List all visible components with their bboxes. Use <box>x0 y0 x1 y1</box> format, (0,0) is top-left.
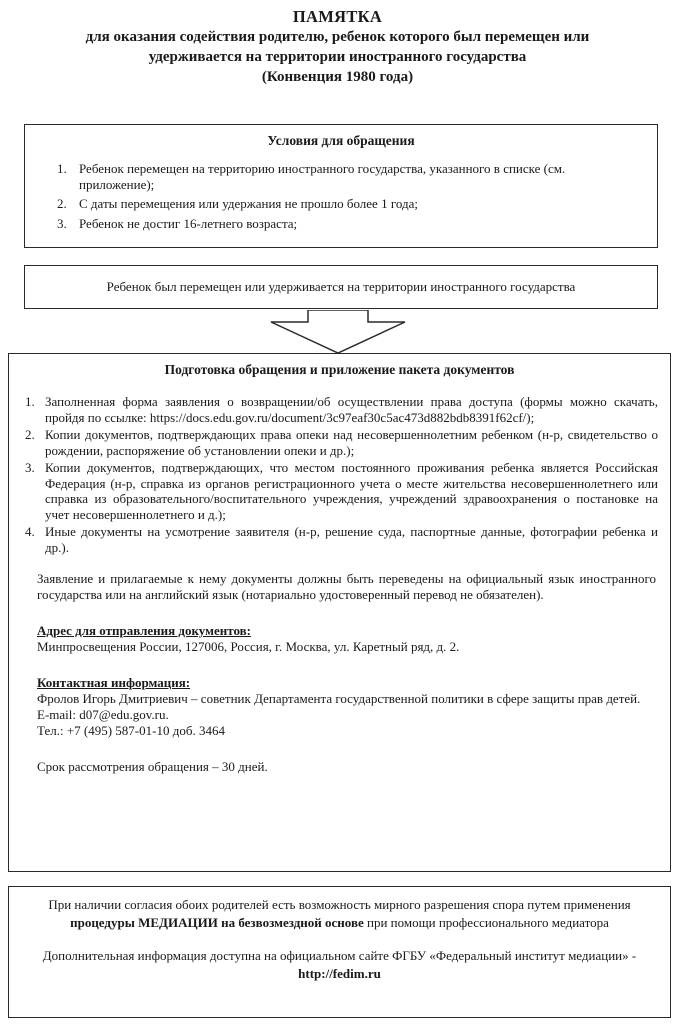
conditions-box <box>24 124 658 248</box>
item-text: Ребенок перемещен на территорию иностранного государства, указанного в списке (см. приложение); <box>79 161 566 192</box>
item-number: 3. <box>57 215 67 231</box>
item-text: Ребенок не достиг 16-летнего возраста; <box>79 215 298 231</box>
item-number: 4. <box>25 524 35 539</box>
item-text: Иные документы на усмотрение заявителя (н-р, решение суда, паспортные данные, фотографии ребенка и др.). <box>45 524 658 555</box>
fedim-link[interactable]: http://fedim.ru <box>298 966 381 981</box>
contact-block <box>37 675 656 739</box>
contact-label: Контактная информация: <box>37 675 191 690</box>
conditions-list <box>57 161 623 231</box>
contact-email: E-mail: d07@edu.gov.ru. <box>37 707 169 722</box>
documents-list <box>25 394 658 555</box>
item-text: Копии документов, подтверждающих права опеки над несовершеннолетним ребенком (н-р, свидетельство о рождении, распоряжение об установлении опеки и др.); <box>45 427 658 458</box>
preparation-title: Подготовка обращения и приложение пакета документов <box>164 362 515 377</box>
item-text: С даты перемещения или удержания не прошло более 1 года; <box>79 196 418 211</box>
item-number: 2. <box>25 427 35 442</box>
list-item <box>25 427 658 458</box>
down-arrow-icon <box>268 310 408 355</box>
mediation-paragraph <box>25 896 654 932</box>
address-label: Адрес для отправления документов: <box>37 623 251 638</box>
moved-box <box>24 265 658 309</box>
page-subtitle-line-3: (Конвенция 1980 года) <box>261 69 414 85</box>
item-number: 1. <box>25 394 35 409</box>
preparation-box <box>8 353 671 872</box>
item-number: 3. <box>25 460 35 475</box>
list-item <box>57 215 623 232</box>
translation-note: Заявление и прилагаемые к нему документы должны быть переведены на официальный язык иностранного государства или на английский язык (нотариально удостоверенный перевод не обязателен). <box>37 571 656 602</box>
mediation-info-text: Дополнительная информация доступна на официальном сайте ФГБУ «Федеральный институт медиации» - <box>42 948 637 963</box>
mediation-box <box>8 886 671 1018</box>
item-text: Заполненная форма заявления о возвращении/об осуществлении права доступа (формы можно скачать, пройдя по ссылке: https://docs.edu.gov.ru/document/3c97eaf30c5ac473d882bdb8391f62cf/); <box>45 394 658 425</box>
mediation-info-paragraph <box>25 947 654 983</box>
list-item <box>57 196 623 212</box>
item-number: 2. <box>57 196 67 211</box>
list-item <box>25 460 658 522</box>
list-item <box>25 394 658 425</box>
address-block <box>37 623 656 655</box>
item-text: Копии документов, подтверждающих, что местом постоянного проживания ребенка является Российская Федерация (н-р, справка из органов регистрационного учета о месте жительства несовершеннолетнего или справка из образовательного/воспитательного учреждения, учреждений здравоохранения о постановке на учет несовершеннолетнего и д.); <box>45 460 658 522</box>
page-subtitle-line-1: для оказания содействия родителю, ребенок которого был перемещен или <box>85 29 590 45</box>
address-text: Минпросвещения России, 127006, Россия, г. Москва, ул. Каретный ряд, д. 2. <box>37 639 460 654</box>
list-item <box>57 161 623 192</box>
page-subtitle-line-2: удерживается на территории иностранного государства <box>148 49 527 65</box>
conditions-title: Условия для обращения <box>267 133 415 148</box>
moved-text: Ребенок был перемещен или удерживается на территории иностранного государства <box>106 279 576 294</box>
header <box>0 6 675 87</box>
item-number: 1. <box>57 161 67 176</box>
mediation-text-part-1: При наличии согласия обоих родителей есть возможность мирного разрешения спора путем применения <box>48 897 631 912</box>
mediation-procedure-highlight: процедуры МЕДИАЦИИ на безвозмездной основе <box>70 915 364 930</box>
review-deadline: Срок рассмотрения обращения – 30 дней. <box>37 759 268 774</box>
mediation-text-part-2: при помощи профессионального медиатора <box>363 915 609 930</box>
contact-person: Фролов Игорь Дмитриевич – советник Департамента государственной политики в сфере защиты прав детей. <box>37 691 641 706</box>
page-title: ПАМЯТКА <box>292 7 383 26</box>
contact-phone: Тел.: +7 (495) 587-01-10 доб. 3464 <box>37 723 225 738</box>
list-item <box>25 524 658 555</box>
